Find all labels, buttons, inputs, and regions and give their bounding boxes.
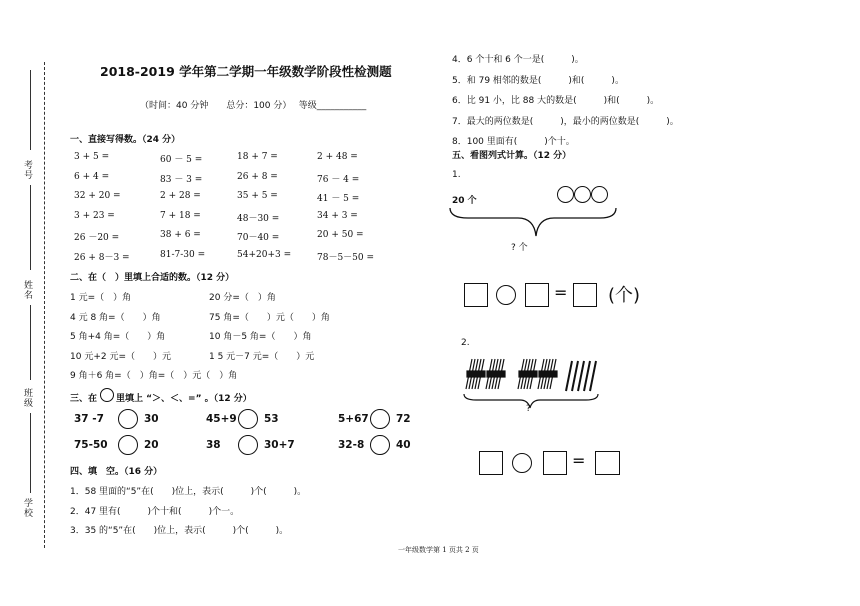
section-1-title: 一、直接写得数。（24 分） (70, 135, 181, 145)
fill-in-item: 8．100 里面有( )个十。 (452, 137, 575, 147)
money-fill-problem: 10 角－5 角=（ ）角 (209, 332, 312, 342)
compare-left-expr: 38 (206, 439, 221, 451)
compare-circle[interactable] (238, 435, 258, 455)
exam-number-label: 考号 (22, 160, 32, 180)
compare-circle[interactable] (370, 409, 390, 429)
unit-label: (个) (608, 285, 641, 306)
mental-math-problem: 48－30 = (237, 213, 280, 224)
equals-sign: = (572, 451, 586, 470)
mental-math-problem: 6 + 4 = (74, 171, 110, 182)
page-footer: 一年级数学第 1 页共 2 页 (398, 546, 479, 554)
problem-1-total: 20 个 (452, 196, 477, 206)
mental-math-problem: 34 + 3 = (317, 210, 358, 221)
fill-in-item: 3．35 的“5”在( )位上，表示( )个( )。 (70, 526, 289, 536)
exam-number-line (30, 70, 31, 150)
mental-math-problem: 32 + 20 = (74, 191, 121, 201)
money-fill-problem: 1 元=（ ）角 (70, 293, 132, 303)
brace-icon (448, 206, 620, 242)
name-line (30, 185, 31, 270)
money-fill-problem: 20 分=（ ）角 (209, 293, 276, 303)
money-fill-problem: 4 元 8 角=（ ）角 (70, 312, 161, 323)
mental-math-problem: 26 + 8－3 = (74, 252, 130, 263)
answer-box[interactable] (525, 283, 549, 307)
mental-math-problem: 18 + 7 = (237, 152, 278, 162)
compare-right-expr: 30 (144, 413, 159, 425)
mental-math-problem: 26 －20 = (74, 233, 120, 243)
compare-circle[interactable] (118, 409, 138, 429)
fill-in-item: 2．47 里有( )个十和( )个一。 (70, 506, 240, 517)
fill-in-item: 4．6 个十和 6 个一是( )。 (452, 55, 584, 65)
money-fill-problem: 9 角＋6 角=（ ）角=（ ）元（ ）角 (70, 371, 238, 381)
money-fill-problem: 10 元+2 元=（ ）元 (70, 351, 171, 362)
mental-math-problem: 41 － 5 = (317, 194, 360, 204)
compare-right-expr: 30+7 (264, 439, 295, 451)
compare-left-expr: 32-8 (338, 439, 365, 451)
school-line (30, 413, 31, 493)
class-line (30, 305, 31, 380)
answer-box[interactable] (573, 283, 597, 307)
class-label: 班级 (22, 388, 32, 408)
mental-math-problem: 81-7-30 = (160, 249, 206, 260)
answer-box[interactable] (543, 451, 567, 475)
mental-math-problem: 60 － 5 = (160, 155, 203, 165)
compare-left-expr: 5+67 (338, 413, 369, 425)
exam-info: （时间：40 分钟 总分：100 分） 等级___________ (140, 101, 367, 111)
answer-box[interactable] (479, 451, 503, 475)
fill-in-item: 6．比 91 小，比 88 大的数是( )和( )。 (452, 96, 660, 106)
name-label: 姓名 (22, 280, 32, 300)
compare-right-expr: 40 (396, 439, 411, 451)
mental-math-problem: 35 + 5 = (237, 191, 278, 201)
answer-box[interactable] (595, 451, 620, 475)
ball-icon-2 (574, 186, 591, 203)
section-2-title: 二、在（ ）里填上合适的数。（12 分） (70, 273, 235, 283)
section-5-title: 五、看图列式计算。（12 分） (452, 151, 572, 161)
fill-in-item: 5．和 79 相邻的数是( )和( )。 (452, 75, 624, 86)
compare-right-expr: 53 (264, 413, 279, 425)
mental-math-problem: 20 + 50 = (317, 230, 364, 240)
exam-title: 2018-2019 学年第二学期一年级数学阶段性检测题 (100, 64, 392, 79)
mental-math-problem: 2 + 28 = (160, 191, 201, 201)
compare-right-expr: 72 (396, 413, 411, 425)
binding-dashed-line (44, 62, 45, 548)
section-3-title-a: 三、在 (70, 394, 98, 404)
fill-in-item: 1．58 里面的“5”在( )位上，表示( )个( )。 (70, 487, 307, 497)
answer-box[interactable] (464, 283, 488, 307)
problem-1-question: ? 个 (511, 243, 528, 253)
compare-circle[interactable] (118, 435, 138, 455)
problem-2-number: 2. (461, 338, 470, 348)
ball-icon-3 (591, 186, 608, 203)
mental-math-problem: 3 + 23 = (74, 210, 115, 221)
money-fill-problem: 5 角+4 角=（ ）角 (70, 332, 166, 342)
mental-math-problem: 83 － 3 = (160, 174, 203, 185)
compare-circle[interactable] (370, 435, 390, 455)
compare-circle[interactable] (238, 409, 258, 429)
problem-1-number: 1. (452, 170, 461, 180)
money-fill-problem: 75 角=（ ）元（ ）角 (209, 312, 330, 323)
compare-left-expr: 37 -7 (74, 413, 104, 425)
mental-math-problem: 2 + 48 = (317, 152, 358, 162)
school-label: 学校 (22, 498, 32, 518)
mental-math-problem: 54+20+3 = (237, 249, 292, 260)
section-3-title-b: 里填上 “＞、＜、=” 。（12 分） (116, 394, 252, 404)
problem-2-question: ? (526, 404, 531, 414)
operator-circle[interactable] (512, 453, 532, 473)
mental-math-problem: 7 + 18 = (160, 210, 201, 221)
compare-left-expr: 75-50 (74, 439, 108, 451)
fill-in-item: 7．最大的两位数是( )，最小的两位数是( )。 (452, 116, 679, 127)
compare-left-expr: 45+9 (206, 413, 237, 425)
mental-math-problem: 78－5－50 = (317, 252, 375, 263)
equals-sign: = (554, 283, 568, 302)
mental-math-problem: 38 + 6 = (160, 230, 201, 240)
mental-math-problem: 26 + 8 = (237, 171, 278, 182)
mental-math-problem: 3 + 5 = (74, 152, 110, 162)
stick-bundles-icon (462, 353, 602, 397)
compare-right-expr: 20 (144, 439, 159, 451)
money-fill-problem: 1 5 元－7 元=（ ）元 (209, 351, 315, 362)
mental-math-problem: 70－40 = (237, 233, 280, 243)
mental-math-problem: 76 － 4 = (317, 174, 360, 185)
compare-circle-icon (100, 388, 114, 402)
operator-circle[interactable] (496, 285, 516, 305)
brace-bottom-icon (462, 392, 602, 412)
section-4-title: 四、填 空。（16 分） (70, 467, 163, 477)
ball-icon-1 (557, 186, 574, 203)
